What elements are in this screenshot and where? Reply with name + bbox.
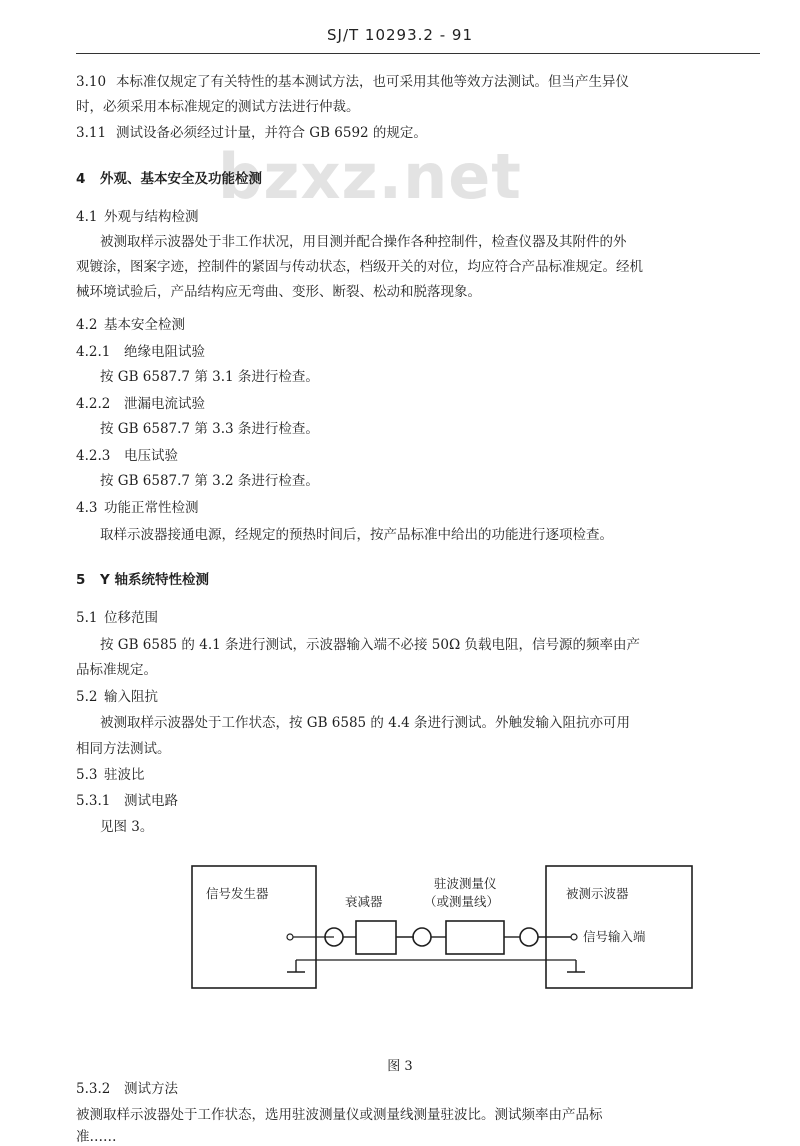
figure-3-caption: 图 3 (387, 1059, 413, 1074)
clause-5-3-1-number: 5.3.1 (76, 793, 111, 809)
clause-3-11-number: 3.11 (76, 125, 107, 141)
connector-3 (520, 928, 538, 946)
vswr-meter-label-line2: （或测量线） (424, 894, 500, 909)
clause-4-3-number: 4.3 (76, 500, 98, 516)
vswr-meter-box (446, 921, 504, 954)
clause-4-2-3-text: 按 GB 6587.7 第 3.2 条进行检查。 (100, 473, 319, 489)
clause-4-2-1-number: 4.2.1 (76, 344, 111, 360)
clause-4-3-title: 功能正常性检测 (104, 500, 199, 516)
signal-generator-box (192, 866, 316, 988)
clause-3-10-text-line2: 时，必须采用本标准规定的测试方法进行仲裁。 (76, 99, 360, 115)
signal-generator-label: 信号发生器 (206, 886, 269, 901)
clause-5-3-title: 驻波比 (104, 767, 145, 783)
clause-5-2-number: 5.2 (76, 689, 98, 705)
clause-5-3-2-title: 测试方法 (124, 1081, 178, 1097)
dut-label: 被测示波器 (566, 886, 629, 901)
clause-5-3-number: 5.3 (76, 767, 98, 783)
output-terminal (287, 934, 293, 940)
clause-4-2-title: 基本安全检测 (104, 317, 185, 333)
clause-3-10-number: 3.10 (76, 74, 107, 90)
clause-4-2-1-title: 绝缘电阻试验 (124, 344, 205, 360)
clause-4-2-3-number: 4.2.3 (76, 448, 111, 464)
clause-4-1-number: 4.1 (76, 209, 98, 225)
section-4-number: 4 (76, 171, 86, 187)
section-5-number: 5 (76, 572, 86, 588)
clause-4-2-number: 4.2 (76, 317, 98, 333)
signal-input-label: 信号输入端 (583, 929, 646, 944)
clause-4-3-text: 取样示波器接通电源，经规定的预热时间后，按产品标准中给出的功能进行逐项检查。 (100, 527, 613, 543)
clause-4-2-2-number: 4.2.2 (76, 396, 111, 412)
attenuator-box (356, 921, 396, 954)
clause-5-1-number: 5.1 (76, 610, 98, 626)
dut-box (546, 866, 692, 988)
watermark: bzxz.net (218, 140, 522, 213)
clause-5-3-1-text: 见图 3。 (100, 819, 154, 835)
clause-5-3-2-text-line2: 准…… (76, 1129, 117, 1145)
vswr-meter-label-line1: 驻波测量仪 (434, 876, 497, 891)
section-4-title: 外观、基本安全及功能检测 (100, 171, 262, 187)
clause-4-2-1-text: 按 GB 6587.7 第 3.1 条进行检查。 (100, 369, 319, 385)
ground-symbol-right (567, 960, 585, 972)
page-header: SJ/T 10293.2 - 91 (327, 26, 473, 44)
clause-3-11-text: 测试设备必须经过计量，并符合 GB 6592 的规定。 (116, 125, 427, 141)
clause-5-1-text-line1: 按 GB 6585 的 4.1 条进行测试，示波器输入端不必接 50Ω 负载电阻，信号源的频率由产 (100, 637, 640, 653)
clause-5-3-2-text-line1: 被测取样示波器处于工作状态，选用驻波测量仪或测量线测量驻波比。测试频率由产品标 (76, 1107, 603, 1123)
clause-5-3-1-title: 测试电路 (124, 793, 178, 809)
clause-4-1-text-line1: 被测取样示波器处于非工作状况，用目测并配合操作各种控制件，检查仪器及其附件的外 (100, 234, 627, 250)
clause-5-2-text-line1: 被测取样示波器处于工作状态，按 GB 6585 的 4.4 条进行测试。外触发输入阻抗亦可用 (100, 715, 630, 731)
clause-5-2-title: 输入阻抗 (104, 689, 158, 705)
clause-4-2-2-text: 按 GB 6587.7 第 3.3 条进行检查。 (100, 421, 319, 437)
clause-4-2-3-title: 电压试验 (124, 448, 178, 464)
clause-5-3-2-number: 5.3.2 (76, 1081, 111, 1097)
clause-5-2-text-line2: 相同方法测试。 (76, 741, 171, 757)
clause-4-1-text-line2: 观镀涂，图案字迹，控制件的紧固与传动状态，档级开关的对位，均应符合产品标准规定。经机 (76, 259, 643, 275)
clause-5-1-text-line2: 品标准规定。 (76, 662, 157, 678)
input-terminal (571, 934, 577, 940)
connector-2 (413, 928, 431, 946)
clause-4-2-2-title: 泄漏电流试验 (124, 396, 205, 412)
clause-4-1-title: 外观与结构检测 (104, 209, 199, 225)
section-5-title: Y 轴系统特性检测 (100, 572, 209, 588)
ground-symbol-left (287, 960, 305, 972)
attenuator-label: 衰减器 (345, 894, 383, 909)
clause-3-10-text-line1: 本标准仅规定了有关特性的基本测试方法，也可采用其他等效方法测试。但当产生异仪 (116, 74, 629, 90)
clause-5-1-title: 位移范围 (104, 610, 158, 626)
clause-4-1-text-line3: 械环境试验后，产品结构应无弯曲、变形、断裂、松动和脱落现象。 (76, 284, 481, 300)
